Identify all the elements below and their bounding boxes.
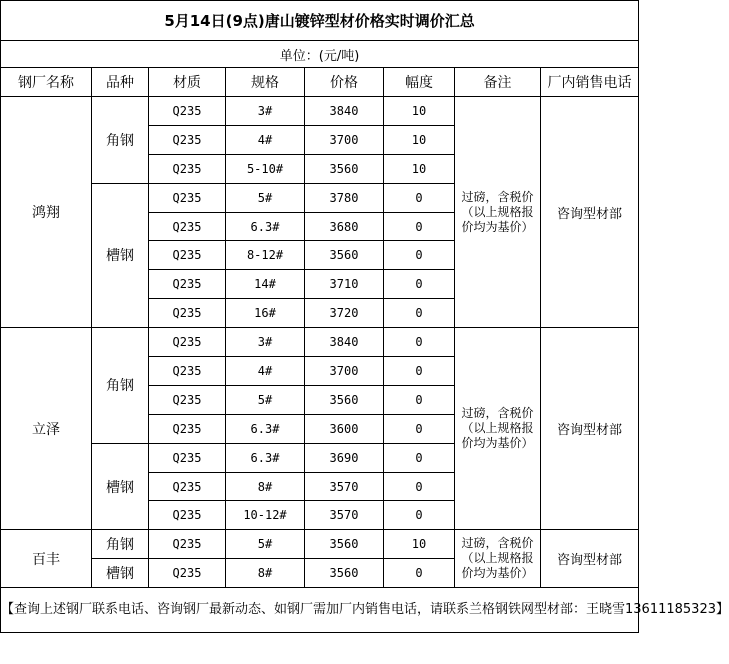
table-row <box>1 97 639 126</box>
header-variety: 品种 <box>92 68 149 97</box>
change-cell: 10 <box>384 154 455 183</box>
price-cell: 3560 <box>305 385 384 414</box>
spec-cell: 10-12# <box>226 501 305 530</box>
material-cell: Q235 <box>149 501 226 530</box>
change-cell: 0 <box>384 385 455 414</box>
price-cell: 3560 <box>305 241 384 270</box>
change-cell: 0 <box>384 357 455 386</box>
variety-name: 角钢 <box>92 97 149 184</box>
material-cell: Q235 <box>149 559 226 588</box>
variety-name: 槽钢 <box>92 559 149 588</box>
spec-cell: 3# <box>226 97 305 126</box>
unit-label: 单位：(元/吨) <box>1 41 639 68</box>
note-line: 过磅，含税价 <box>461 406 534 421</box>
note-cell <box>455 530 541 588</box>
change-cell: 0 <box>384 472 455 501</box>
price-cell: 3780 <box>305 183 384 212</box>
footer-row <box>1 588 639 633</box>
material-cell: Q235 <box>149 414 226 443</box>
variety-name: 槽钢 <box>92 183 149 327</box>
spec-cell: 16# <box>226 299 305 328</box>
page-title: 5月14日(9点)唐山镀锌型材价格实时调价汇总 <box>1 1 639 41</box>
material-cell: Q235 <box>149 443 226 472</box>
material-cell: Q235 <box>149 385 226 414</box>
change-cell: 0 <box>384 501 455 530</box>
variety-name: 角钢 <box>92 328 149 444</box>
change-cell: 0 <box>384 414 455 443</box>
material-cell: Q235 <box>149 154 226 183</box>
spec-cell: 8-12# <box>226 241 305 270</box>
change-cell: 0 <box>384 559 455 588</box>
change-cell: 10 <box>384 97 455 126</box>
spec-cell: 3# <box>226 328 305 357</box>
spec-cell: 5# <box>226 385 305 414</box>
variety-name: 角钢 <box>92 530 149 559</box>
header-change: 幅度 <box>384 68 455 97</box>
material-cell: Q235 <box>149 125 226 154</box>
spec-cell: 6.3# <box>226 443 305 472</box>
material-cell: Q235 <box>149 328 226 357</box>
change-cell: 0 <box>384 241 455 270</box>
note-line: （以上规格报 <box>461 421 534 436</box>
change-cell: 0 <box>384 270 455 299</box>
change-cell: 0 <box>384 212 455 241</box>
footer-contact-note: 【查询上述钢厂联系电话、咨询钢厂最新动态、如钢厂需加厂内销售电话，请联系兰格钢铁网型材部：王晓雪13611185323】 <box>1 588 639 633</box>
sales-contact: 咨询型材部 <box>541 328 639 530</box>
spec-cell: 8# <box>226 559 305 588</box>
material-cell: Q235 <box>149 212 226 241</box>
spec-cell: 4# <box>226 125 305 154</box>
mill-name: 鸿翔 <box>1 97 92 328</box>
price-cell: 3570 <box>305 472 384 501</box>
material-cell: Q235 <box>149 183 226 212</box>
price-cell: 3840 <box>305 97 384 126</box>
note-line: 价均为基价） <box>461 219 534 234</box>
variety-name: 槽钢 <box>92 443 149 530</box>
change-cell: 0 <box>384 299 455 328</box>
price-cell: 3700 <box>305 125 384 154</box>
sales-contact: 咨询型材部 <box>541 97 639 328</box>
note-line: （以上规格报 <box>461 551 534 566</box>
price-cell: 3710 <box>305 270 384 299</box>
material-cell: Q235 <box>149 97 226 126</box>
note-cell <box>455 97 541 328</box>
price-cell: 3720 <box>305 299 384 328</box>
price-cell: 3560 <box>305 530 384 559</box>
spec-cell: 8# <box>226 472 305 501</box>
material-cell: Q235 <box>149 299 226 328</box>
price-cell: 3700 <box>305 357 384 386</box>
material-cell: Q235 <box>149 241 226 270</box>
mill-name: 立泽 <box>1 328 92 530</box>
material-cell: Q235 <box>149 530 226 559</box>
material-cell: Q235 <box>149 357 226 386</box>
spec-cell: 6.3# <box>226 212 305 241</box>
spec-cell: 4# <box>226 357 305 386</box>
spec-cell: 6.3# <box>226 414 305 443</box>
table-row <box>1 328 639 357</box>
change-cell: 10 <box>384 530 455 559</box>
spec-cell: 5# <box>226 183 305 212</box>
note-line: 价均为基价） <box>461 566 534 581</box>
note-line: 价均为基价） <box>461 436 534 451</box>
price-cell: 3560 <box>305 559 384 588</box>
change-cell: 10 <box>384 125 455 154</box>
header-row <box>1 68 639 97</box>
header-spec: 规格 <box>226 68 305 97</box>
header-material: 材质 <box>149 68 226 97</box>
note-cell <box>455 328 541 530</box>
price-cell: 3690 <box>305 443 384 472</box>
header-note: 备注 <box>455 68 541 97</box>
note-line: （以上规格报 <box>461 204 534 219</box>
mill-name: 百丰 <box>1 530 92 588</box>
spec-cell: 14# <box>226 270 305 299</box>
material-cell: Q235 <box>149 270 226 299</box>
change-cell: 0 <box>384 183 455 212</box>
note-line: 过磅，含税价 <box>461 189 534 204</box>
spec-cell: 5-10# <box>226 154 305 183</box>
header-price: 价格 <box>305 68 384 97</box>
header-mill: 钢厂名称 <box>1 68 92 97</box>
price-cell: 3600 <box>305 414 384 443</box>
price-cell: 3840 <box>305 328 384 357</box>
material-cell: Q235 <box>149 472 226 501</box>
note-line: 过磅，含税价 <box>461 536 534 551</box>
price-cell: 3560 <box>305 154 384 183</box>
change-cell: 0 <box>384 328 455 357</box>
sales-contact: 咨询型材部 <box>541 530 639 588</box>
spec-cell: 5# <box>226 530 305 559</box>
price-cell: 3570 <box>305 501 384 530</box>
change-cell: 0 <box>384 443 455 472</box>
table-row <box>1 530 639 559</box>
price-cell: 3680 <box>305 212 384 241</box>
header-sales-phone: 厂内销售电话 <box>541 68 639 97</box>
